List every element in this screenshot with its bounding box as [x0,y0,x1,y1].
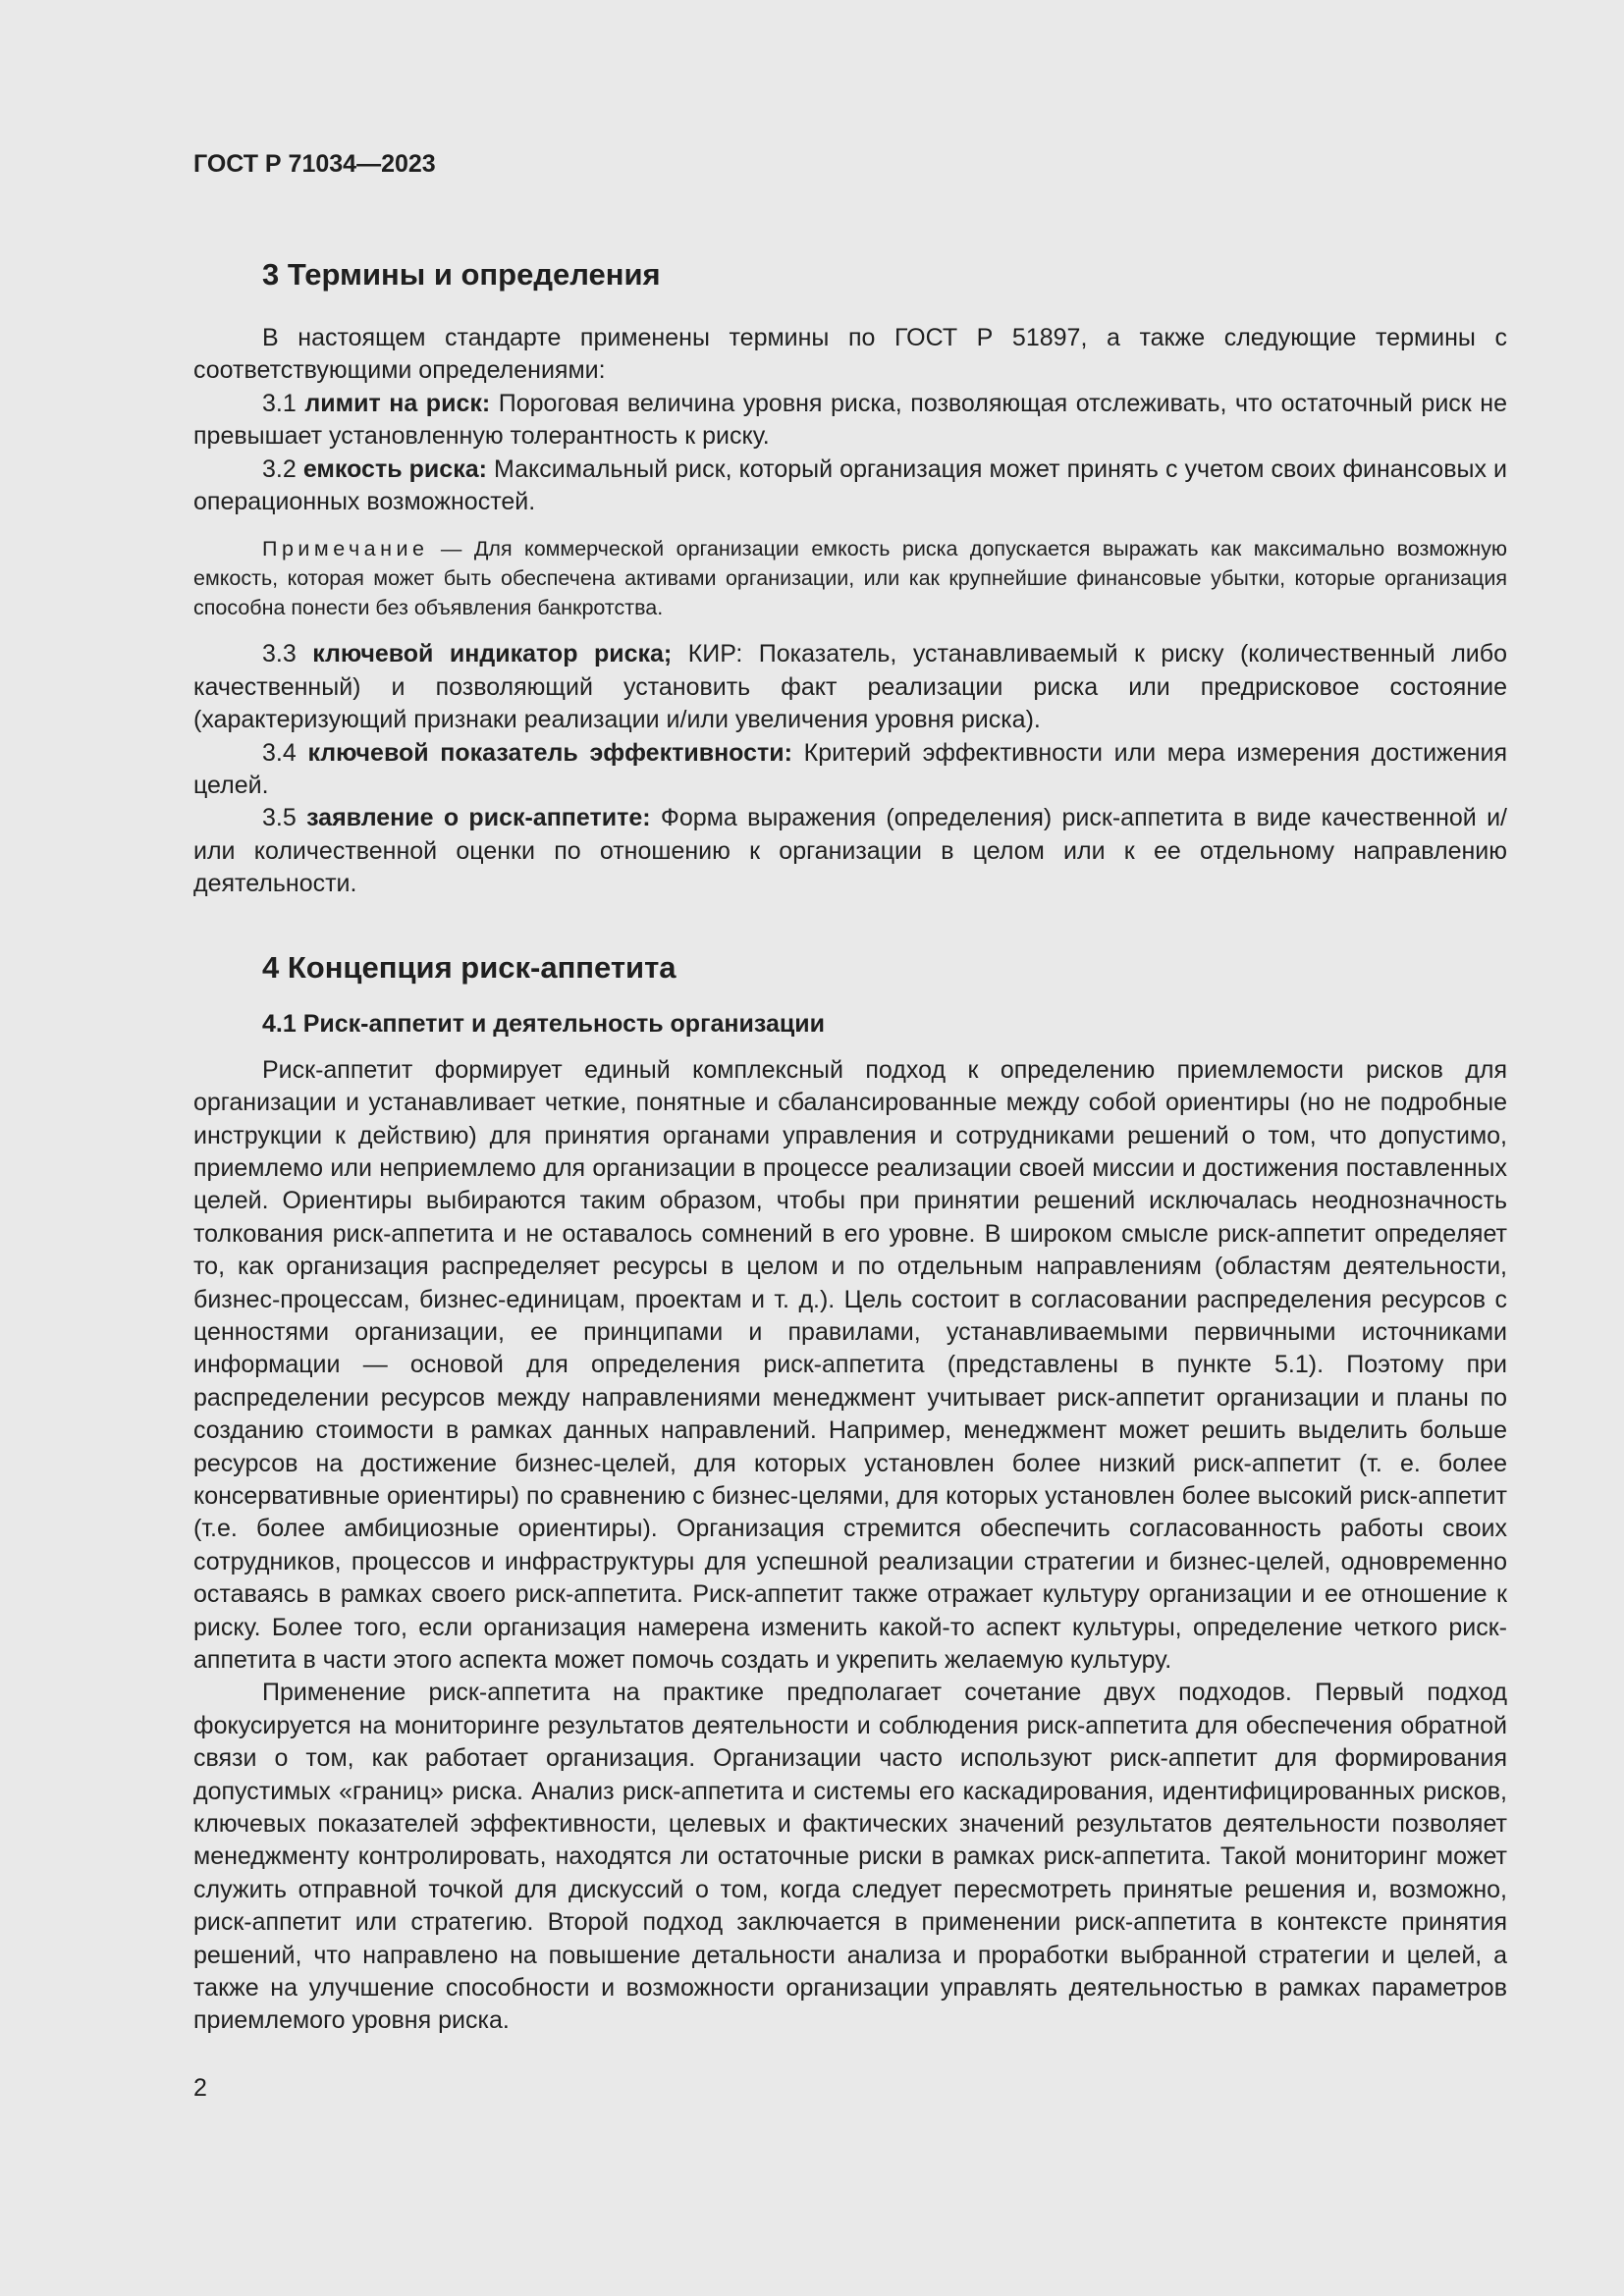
page-number: 2 [193,2074,207,2102]
document-page [193,147,1507,2038]
document-header: ГОСТ Р 71034—2023 [193,150,436,178]
term-label: лимит на риск: [304,389,491,417]
term-definition: Пороговая величина уровня риска, позволяющая отслеживать, что остаточный риск не превышает установленную толерантность к риску. [193,389,1507,451]
note-text: — Для коммерческой организации емкость риска допускается выражать как максимально возможную емкость, которая может быть обеспечена активами организации, или как крупнейшие финансовые убытки, которые организация способна понести без объявления банкротства. [193,537,1507,620]
term-definition: Форма выражения (определения) риск-аппетита в виде качественной и/или количественной оценки по отношению к организации в целом или к ее отдельному направлению деятельности. [193,804,1507,898]
body-paragraph: Применение риск-аппетита на практике предполагает сочетание двух подходов. Первый подход фокусируется на мониторинге результатов деятельности и соблюдения риск-аппетита для обеспечения обратной связи о том, как работает организация. Организации часто используют риск-аппетит для формирования допустимых «границ» риска. Анализ риск-аппетита и системы его каскадирования, идентифицированных рисков, ключевых показателей эффективности, целевых и фактических значений результатов деятельности позволяет менеджменту контролировать, находятся ли остаточные риски в рамках риск-аппетита. Такой мониторинг может служить отправной точкой для дискуссий о том, когда следует пересмотреть принятые решения и, возможно, риск-аппетит или стратегию. Второй подход заключается в применении риск-аппетита в контексте принятия решений, что направлено на повышение детальности анализа и проработки выбранной стратегии и целей, а также на улучшение способности и возможности организации управлять деятельностью в рамках параметров приемлемого уровня риска. [193,1679,1507,2035]
term-label: емкость риска: [302,454,487,483]
term-number: 3.5 [262,804,297,832]
term-number: 3.3 [262,640,297,668]
term-label: заявление о риск-аппетите: [306,804,651,832]
term-number: 3.1 [262,389,297,417]
section-3-intro: В настоящем стандарте применены термины по ГОСТ Р 51897, а также следующие термины с соответствующими определениями: [193,324,1507,385]
term-definition: КИР: Показатель, устанавливаемый к риску (количественный либо качественный) и позволяющий установить факт реализации риска или предрисковое состояние (характеризующий признаки реализации и/или увеличения уровня риска). [193,640,1507,734]
term-number: 3.2 [262,454,297,483]
term-3-1 [193,388,1507,454]
term-3-3 [193,638,1507,736]
section-4-title: 4 Концепция риск-аппетита [262,949,677,985]
subsection-4-1-title: 4.1 Риск-аппетит и деятельность организации [262,1009,825,1038]
term-definition: Максимальный риск, который организация может принять с учетом своих финансовых и операционных возможностей. [193,454,1507,516]
term-definition: Критерий эффективности или мера измерения достижения целей. [193,738,1507,800]
term-label: ключевой показатель эффективности: [307,738,792,767]
term-3-2 [193,454,1507,519]
term-number: 3.4 [262,738,297,767]
note [193,534,1507,622]
note-label: Примечание [262,537,429,561]
term-3-4 [193,737,1507,803]
term-label: ключевой индикатор риска; [312,640,673,668]
body-paragraph: Риск-аппетит формирует единый комплексный подход к определению приемлемости рисков для организации и устанавливает четкие, понятные и сбалансированные между собой ориентиры (но не подробные инструкции к действию) для принятия органами управления и сотрудниками решений о том, что допустимо, приемлемо или неприемлемо для организации в процессе реализации своей миссии и достижения поставленных целей. Ориентиры выбираются таким образом, чтобы при принятии решений исключалась неоднозначность толкования риск-аппетита и не оставалось сомнений в его уровне. В широком смысле риск-аппетит определяет то, как организация распределяет ресурсы в целом и по отдельным направлениям (областям деятельности, бизнес-процессам, бизнес-единицам, проектам и т. д.). Цель состоит в согласовании распределения ресурсов с ценностями организации, ее принципами и правилами, устанавливаемыми первичными источниками информации — основой для определения риск-аппетита (представлены в пункте 5.1). Поэтому при распределении ресурсов между направлениями менеджмент учитывает риск-аппетит организации и планы по созданию стоимости в рамках данных направлений. Например, менеджмент может решить выделить больше ресурсов на достижение бизнес-целей, для которых установлен более низкий риск-аппетит (т. е. более консервативные ориентиры) по сравнению с бизнес-целями, для которых установлен более высокий риск-аппетит (т.е. более амбициозные ориентиры). Организация стремится обеспечить согласованность работы своих сотрудников, процессов и инфраструктуры для успешной реализации стратегии и бизнес-целей, одновременно оставаясь в рамках своего риск-аппетита. Риск-аппетит также отражает культуру организации и ее отношение к риску. Более того, если организация намерена изменить какой-то аспект культуры, определение четкого риск-аппетита в части этого аспекта может помочь создать и укрепить желаемую культуру. [193,1055,1507,1674]
term-3-5 [193,802,1507,900]
section-3-title: 3 Термины и определения [262,257,661,292]
